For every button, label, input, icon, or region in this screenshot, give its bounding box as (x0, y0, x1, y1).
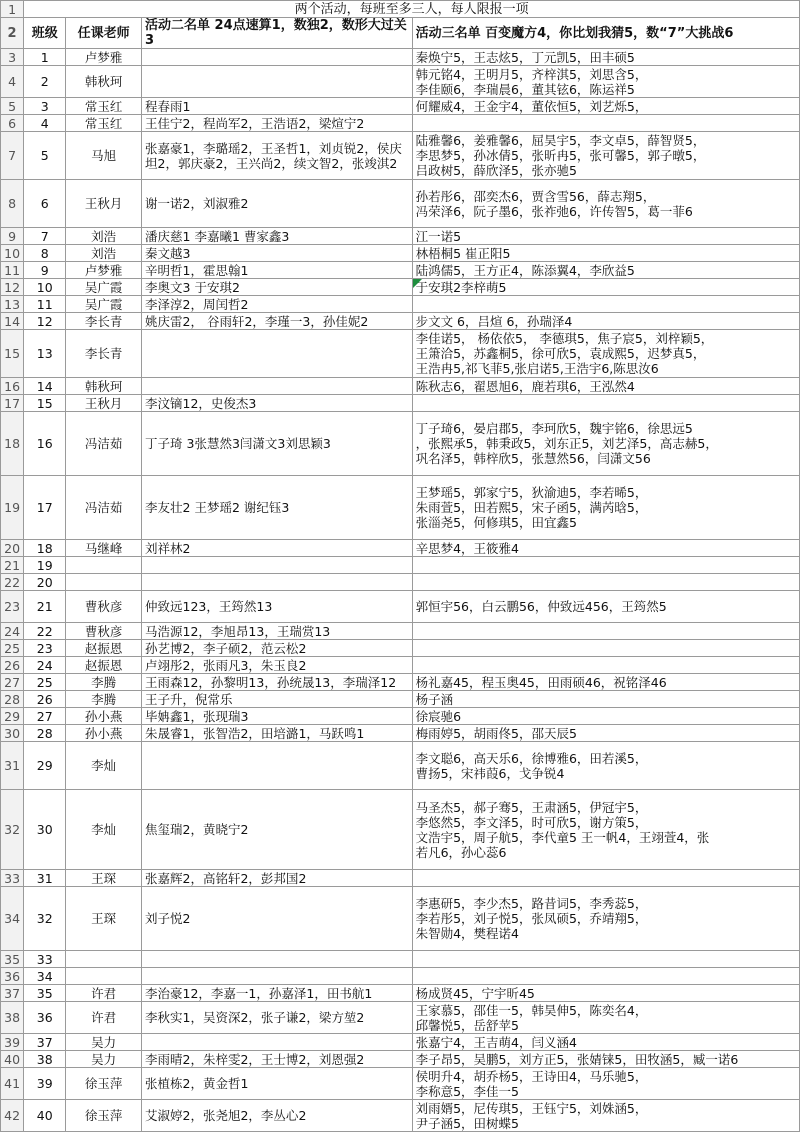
teacher-cell[interactable]: 卢梦雅 (66, 262, 142, 279)
class-cell[interactable]: 27 (24, 708, 66, 725)
row-number[interactable]: 36 (1, 968, 24, 985)
row-number[interactable]: 40 (1, 1051, 24, 1068)
teacher-cell[interactable]: 冯洁茹 (66, 412, 142, 476)
activity3-cell[interactable]: 王家慕5，邵佳一5，韩昊伸5，陈奕名4， 邱馨悦5，岳舒苹5 (412, 1002, 799, 1034)
row-number[interactable]: 38 (1, 1002, 24, 1034)
row-number[interactable]: 11 (1, 262, 24, 279)
row-number[interactable]: 32 (1, 790, 24, 870)
row-number[interactable]: 19 (1, 476, 24, 540)
activity2-cell[interactable] (142, 557, 413, 574)
row-number[interactable]: 30 (1, 725, 24, 742)
row-number[interactable]: 42 (1, 1100, 24, 1132)
row-number[interactable]: 34 (1, 887, 24, 951)
teacher-cell[interactable]: 李腾 (66, 674, 142, 691)
table-row (1, 395, 800, 412)
teacher-cell[interactable]: 赵振恩 (66, 657, 142, 674)
activity2-cell[interactable]: 李友壮2 王梦瑶2 谢纪钰3 (142, 476, 413, 540)
teacher-cell[interactable]: 马继峰 (66, 540, 142, 557)
teacher-cell[interactable] (66, 574, 142, 591)
activity2-cell[interactable] (142, 968, 413, 985)
class-cell[interactable]: 10 (24, 279, 66, 296)
class-cell[interactable]: 9 (24, 262, 66, 279)
table-row (1, 1051, 800, 1068)
teacher-cell[interactable]: 常玉红 (66, 115, 142, 132)
table-row (1, 657, 800, 674)
teacher-cell[interactable]: 韩秋珂 (66, 378, 142, 395)
activity3-cell[interactable] (412, 574, 799, 591)
table-row (1, 951, 800, 968)
teacher-cell[interactable]: 王琛 (66, 887, 142, 951)
teacher-cell[interactable] (66, 968, 142, 985)
teacher-cell[interactable]: 吴广霞 (66, 279, 142, 296)
class-cell[interactable]: 22 (24, 623, 66, 640)
class-cell[interactable]: 30 (24, 790, 66, 870)
class-cell[interactable]: 4 (24, 115, 66, 132)
class-cell[interactable]: 34 (24, 968, 66, 985)
table-row (1, 115, 800, 132)
class-cell[interactable]: 28 (24, 725, 66, 742)
row-number[interactable]: 35 (1, 951, 24, 968)
activity3-cell[interactable]: 李惠研5，李少杰5，路昔词5，李秀蕊5， 李若彤5，刘子悦5，张凤硕5，乔靖翔5， 朱智勋4，樊程诺4 (412, 887, 799, 951)
activity2-cell[interactable] (142, 574, 413, 591)
activity2-cell[interactable] (142, 951, 413, 968)
row-number[interactable]: 5 (1, 98, 24, 115)
activity2-cell[interactable]: 李秋实1，吴资深2，张子谦2，梁方堃2 (142, 1002, 413, 1034)
activity2-cell[interactable]: 仲致远123，王筠然13 (142, 591, 413, 623)
row-number[interactable]: 12 (1, 279, 24, 296)
title-row (1, 1, 800, 18)
activity3-cell[interactable]: 李文聪6，高天乐6，徐博雅6，田若溪5， 曹扬5，宋祎葭6，戈争锐4 (412, 742, 799, 790)
teacher-cell[interactable]: 冯洁茹 (66, 476, 142, 540)
class-cell[interactable]: 15 (24, 395, 66, 412)
row-number[interactable]: 8 (1, 180, 24, 228)
activity2-cell[interactable]: 谢一诺2，刘淑雅2 (142, 180, 413, 228)
row-number[interactable]: 37 (1, 985, 24, 1002)
table-row (1, 1100, 800, 1132)
activity3-cell[interactable]: 梅雨婷5，胡雨佟5，邵天辰5 (412, 725, 799, 742)
class-cell[interactable]: 7 (24, 228, 66, 245)
table-row (1, 968, 800, 985)
table-row (1, 1068, 800, 1100)
activity3-cell[interactable] (412, 870, 799, 887)
activity2-cell[interactable] (142, 330, 413, 378)
activity2-cell[interactable] (142, 49, 413, 66)
teacher-cell[interactable]: 许君 (66, 985, 142, 1002)
class-cell[interactable]: 12 (24, 313, 66, 330)
class-cell[interactable]: 13 (24, 330, 66, 378)
teacher-cell[interactable]: 李灿 (66, 790, 142, 870)
row-number[interactable]: 22 (1, 574, 24, 591)
table-row (1, 66, 800, 98)
row-number[interactable]: 23 (1, 591, 24, 623)
activity3-cell[interactable] (412, 557, 799, 574)
teacher-cell[interactable]: 吴力 (66, 1034, 142, 1051)
activity2-cell[interactable]: 李奥文3 于安琪2 (142, 279, 413, 296)
activity3-cell[interactable]: 李佳诺5， 杨依依5， 李德琪5，焦子宸5，刘梓颖5， 王箫洽5，苏鑫桐5，徐可欣5，袁成熙5，迟梦真5， 王浩冉5,祁飞菲5,张启诺5,王浩宇6,陈思汝6 (412, 330, 799, 378)
class-cell[interactable]: 11 (24, 296, 66, 313)
class-cell[interactable]: 14 (24, 378, 66, 395)
class-cell[interactable]: 3 (24, 98, 66, 115)
teacher-cell[interactable]: 王秋月 (66, 180, 142, 228)
row-number[interactable]: 21 (1, 557, 24, 574)
teacher-cell[interactable]: 曹秋彦 (66, 623, 142, 640)
class-cell[interactable]: 24 (24, 657, 66, 674)
table-row (1, 1002, 800, 1034)
row-number[interactable]: 7 (1, 132, 24, 180)
class-cell[interactable]: 39 (24, 1068, 66, 1100)
activity2-cell[interactable]: 朱晟睿1，张智浩2，田培潞1，马跃鸣1 (142, 725, 413, 742)
sheet-title[interactable]: 两个活动，每班至多三人，每人限报一项 (24, 1, 800, 18)
header-activity2[interactable]: 活动二名单 24点速算1，数独2，数形大过关3 (142, 18, 413, 49)
activity2-cell[interactable]: 李治豪12，李嘉一1，孙嘉泽1，田书航1 (142, 985, 413, 1002)
table-row (1, 985, 800, 1002)
activity2-cell[interactable]: 姚庆雷2， 谷雨轩2，李瑾一3，孙佳妮2 (142, 313, 413, 330)
row-number[interactable]: 15 (1, 330, 24, 378)
class-cell[interactable]: 36 (24, 1002, 66, 1034)
class-cell[interactable]: 1 (24, 49, 66, 66)
class-cell[interactable]: 29 (24, 742, 66, 790)
table-row (1, 262, 800, 279)
activity3-cell[interactable] (412, 395, 799, 412)
activity3-cell[interactable] (412, 640, 799, 657)
teacher-cell[interactable]: 刘浩 (66, 228, 142, 245)
table-row (1, 887, 800, 951)
table-row (1, 540, 800, 557)
activity3-cell[interactable]: 孙若彤6，邵奕杰6，贾含雪56，薛志翔5， 冯荣泽6，阮子墨6，张祚弛6，许传智5，葛一菲6 (412, 180, 799, 228)
activity2-cell[interactable]: 马浩源12，李旭昂13，王瑞赏13 (142, 623, 413, 640)
table-row (1, 691, 800, 708)
table-row (1, 279, 800, 296)
header-row (1, 18, 800, 49)
row-number[interactable]: 2 (1, 18, 24, 49)
activity3-cell[interactable]: 徐宸驰6 (412, 708, 799, 725)
teacher-cell[interactable] (66, 951, 142, 968)
table-row (1, 574, 800, 591)
row-number[interactable]: 18 (1, 412, 24, 476)
teacher-cell[interactable]: 常玉红 (66, 98, 142, 115)
row-number[interactable]: 9 (1, 228, 24, 245)
teacher-cell[interactable]: 刘浩 (66, 245, 142, 262)
teacher-cell[interactable]: 徐玉萍 (66, 1068, 142, 1100)
activity3-cell[interactable] (412, 657, 799, 674)
table-row (1, 296, 800, 313)
teacher-cell[interactable]: 韩秋珂 (66, 66, 142, 98)
table-row (1, 640, 800, 657)
class-cell[interactable]: 40 (24, 1100, 66, 1132)
activity3-cell[interactable]: 步文文 6，吕煊 6，孙瑞泽4 (412, 313, 799, 330)
activity3-cell[interactable]: 王梦瑶5，郭家宁5，狄渝迪5，李若晞5， 朱雨萱5，田若熙5，宋子函5，满芮晗5， 张淄尧5，何修琪5，田宜鑫5 (412, 476, 799, 540)
row-number[interactable]: 39 (1, 1034, 24, 1051)
activity3-cell[interactable]: 江一诺5 (412, 228, 799, 245)
teacher-cell[interactable]: 李灿 (66, 742, 142, 790)
class-cell[interactable]: 35 (24, 985, 66, 1002)
activity3-cell[interactable]: 侯明升4，胡乔杨5，王诗田4，马乐驰5， 李称意5，李佳一5 (412, 1068, 799, 1100)
activity2-cell[interactable] (142, 1034, 413, 1051)
class-cell[interactable]: 19 (24, 557, 66, 574)
activity3-cell[interactable]: 杨成贤45，宁宇昕45 (412, 985, 799, 1002)
row-number[interactable]: 6 (1, 115, 24, 132)
activity3-cell[interactable] (412, 115, 799, 132)
row-number[interactable]: 29 (1, 708, 24, 725)
activity3-cell[interactable]: 陈秋志6，翟恩旭6，鹿若琪6，王泓然4 (412, 378, 799, 395)
activity2-cell[interactable]: 王雨森12，孙黎明13，孙统晟13，李瑞泽12 (142, 674, 413, 691)
activity2-cell[interactable]: 程春雨1 (142, 98, 413, 115)
activity2-cell[interactable]: 艾淑婷2，张尧旭2，李丛心2 (142, 1100, 413, 1132)
activity2-cell[interactable]: 李雨晴2，朱梓雯2，王士博2，刘恩强2 (142, 1051, 413, 1068)
class-cell[interactable]: 33 (24, 951, 66, 968)
table-row (1, 313, 800, 330)
class-cell[interactable]: 38 (24, 1051, 66, 1068)
activity3-cell[interactable]: 韩元铭4，王明月5，齐梓淇5，刘思含5， 李佳颐6，李瑞晨6，董其铉6，陈运祥5 (412, 66, 799, 98)
class-cell[interactable]: 17 (24, 476, 66, 540)
teacher-cell[interactable]: 李腾 (66, 691, 142, 708)
class-cell[interactable]: 32 (24, 887, 66, 951)
table-row (1, 476, 800, 540)
table-row (1, 378, 800, 395)
activity2-cell[interactable] (142, 742, 413, 790)
activity3-cell[interactable]: 郭恒宇56，白云鹏56，仲致远456，王筠然5 (412, 591, 799, 623)
teacher-cell[interactable]: 孙小燕 (66, 725, 142, 742)
activity2-cell[interactable]: 辛明哲1，霍思翰1 (142, 262, 413, 279)
table-row (1, 674, 800, 691)
activity2-cell[interactable]: 张嘉辉2，高铭轩2，彭邦国2 (142, 870, 413, 887)
header-activity3[interactable]: 活动三名单 百变魔方4，你比划我猜5，数“7”大挑战6 (412, 18, 799, 49)
activity2-cell[interactable]: 张嘉豪1，李璐瑶2，王圣哲1，刘贞锐2，侯庆 坦2，郭庆豪2，王兴尚2，续文智2，张竣淇2 (142, 132, 413, 180)
row-number[interactable]: 24 (1, 623, 24, 640)
activity3-cell[interactable]: 李子昂5，吴鹏5，刘方正5，张婧铼5，田牧涵5，臧一诺6 (412, 1051, 799, 1068)
table-row (1, 790, 800, 870)
row-number[interactable]: 28 (1, 691, 24, 708)
table-row (1, 228, 800, 245)
activity2-cell[interactable]: 丁子琦 3张慧然3闫潇文3刘思颖3 (142, 412, 413, 476)
activity3-cell[interactable]: 陆雅馨6，姜雅馨6，屈昊宇5，李文卓5，薛智贤5， 李思梦5，孙冰倩5，张昕冉5，张可馨5，郭子暾5， 吕政树5，薛欣泽5，张亦驰5 (412, 132, 799, 180)
class-cell[interactable]: 31 (24, 870, 66, 887)
activity2-cell[interactable]: 王子升，倪常乐 (142, 691, 413, 708)
activity2-cell[interactable] (142, 378, 413, 395)
header-class[interactable]: 班级 (24, 18, 66, 49)
activity2-cell[interactable]: 孙艺博2，李子硕2，范云松2 (142, 640, 413, 657)
row-number[interactable]: 25 (1, 640, 24, 657)
activity2-cell[interactable]: 刘子悦2 (142, 887, 413, 951)
activity3-cell[interactable]: 秦焕宁5，王志炫5，丁元凯5，田丰硕5 (412, 49, 799, 66)
table-row (1, 623, 800, 640)
activity2-cell[interactable]: 张植栋2，黄金哲1 (142, 1068, 413, 1100)
activity2-cell[interactable]: 毕姌鑫1，张现瑞3 (142, 708, 413, 725)
row-number[interactable]: 41 (1, 1068, 24, 1100)
table-row (1, 1034, 800, 1051)
row-number[interactable]: 13 (1, 296, 24, 313)
class-cell[interactable]: 20 (24, 574, 66, 591)
row-number[interactable]: 14 (1, 313, 24, 330)
activity3-cell[interactable]: 刘雨婿5，尼传琪5，王钰宁5，刘姝涵5， 尹子涵5，田树蝶5 (412, 1100, 799, 1132)
activity3-cell[interactable] (412, 296, 799, 313)
teacher-cell[interactable]: 马旭 (66, 132, 142, 180)
teacher-cell[interactable]: 孙小燕 (66, 708, 142, 725)
teacher-cell[interactable]: 王琛 (66, 870, 142, 887)
row-number[interactable]: 4 (1, 66, 24, 98)
activity2-cell[interactable]: 李汶镝12，史俊杰3 (142, 395, 413, 412)
row-number[interactable]: 17 (1, 395, 24, 412)
table-row (1, 330, 800, 378)
table-row (1, 245, 800, 262)
class-cell[interactable]: 16 (24, 412, 66, 476)
class-cell[interactable]: 8 (24, 245, 66, 262)
row-number[interactable]: 10 (1, 245, 24, 262)
teacher-cell[interactable]: 徐玉萍 (66, 1100, 142, 1132)
table-row (1, 870, 800, 887)
activity2-cell[interactable]: 焦玺瑞2，黄晓宁2 (142, 790, 413, 870)
teacher-cell[interactable]: 吴广霞 (66, 296, 142, 313)
activity3-cell[interactable]: 陆鸿儒5，王方正4，陈添翼4，李欣益5 (412, 262, 799, 279)
activity3-cell[interactable]: 于安琪2李梓萌5 (412, 279, 799, 296)
activity2-cell[interactable] (142, 66, 413, 98)
teacher-cell[interactable]: 吴力 (66, 1051, 142, 1068)
table-row (1, 180, 800, 228)
class-cell[interactable]: 21 (24, 591, 66, 623)
table-row (1, 132, 800, 180)
activity2-cell[interactable]: 卢翊彤2，张雨凡3，朱玉良2 (142, 657, 413, 674)
activity3-cell[interactable] (412, 623, 799, 640)
activity3-cell[interactable]: 马圣杰5，郝子骞5，王肃涵5，伊冠宇5， 李悠然5，李文泽5，时可欣5，谢方策5， 文浩宇5，周子航5，李代童5 王一帆4，王翊萱4，张 若凡6，孙心蕊6 (412, 790, 799, 870)
class-cell[interactable]: 6 (24, 180, 66, 228)
table-row (1, 557, 800, 574)
teacher-cell[interactable]: 卢梦雅 (66, 49, 142, 66)
table-row (1, 98, 800, 115)
activity2-cell[interactable]: 潘庆慈1 李嘉曦1 曹家鑫3 (142, 228, 413, 245)
activity3-cell[interactable]: 何耀威4，王金宇4，董依恒5，刘艺烁5， (412, 98, 799, 115)
activity3-cell[interactable]: 林梧桐5 崔正阳5 (412, 245, 799, 262)
row-number[interactable]: 1 (1, 1, 24, 18)
activity3-cell[interactable]: 丁子琦6，晏启郡5，李珂欣5，魏宇铭6，徐思远5 ，张熙承5，韩秉政5，刘东正5，刘艺泽5，高志赫5， 巩名泽5，韩梓欣5，张慧然56，闫潇文56 (412, 412, 799, 476)
activity2-cell[interactable]: 王佳宁2，程尚军2，王浩语2，梁煊宁2 (142, 115, 413, 132)
row-number[interactable]: 26 (1, 657, 24, 674)
activity2-cell[interactable]: 李泽淳2，周闰哲2 (142, 296, 413, 313)
table-row (1, 742, 800, 790)
row-number[interactable]: 27 (1, 674, 24, 691)
teacher-cell[interactable]: 李长青 (66, 330, 142, 378)
table-row (1, 725, 800, 742)
activity2-cell[interactable]: 刘祥林2 (142, 540, 413, 557)
activity3-cell[interactable]: 张嘉宁4，王吉萌4，闫义涵4 (412, 1034, 799, 1051)
teacher-cell[interactable] (66, 557, 142, 574)
row-number[interactable]: 3 (1, 49, 24, 66)
teacher-cell[interactable]: 王秋月 (66, 395, 142, 412)
row-number[interactable]: 16 (1, 378, 24, 395)
activity3-cell[interactable]: 杨礼嘉45，程玉奥45，田雨硕46，祝铭泽46 (412, 674, 799, 691)
activity3-cell[interactable]: 杨子涵 (412, 691, 799, 708)
class-cell[interactable]: 18 (24, 540, 66, 557)
class-cell[interactable]: 5 (24, 132, 66, 180)
activity2-cell[interactable]: 秦文越3 (142, 245, 413, 262)
teacher-cell[interactable]: 许君 (66, 1002, 142, 1034)
table-row (1, 708, 800, 725)
row-number[interactable]: 31 (1, 742, 24, 790)
class-cell[interactable]: 37 (24, 1034, 66, 1051)
teacher-cell[interactable]: 曹秋彦 (66, 591, 142, 623)
activity3-cell[interactable]: 辛思梦4，王筱雅4 (412, 540, 799, 557)
row-number[interactable]: 33 (1, 870, 24, 887)
class-cell[interactable]: 23 (24, 640, 66, 657)
activity3-cell[interactable] (412, 968, 799, 985)
class-cell[interactable]: 2 (24, 66, 66, 98)
class-cell[interactable]: 26 (24, 691, 66, 708)
class-cell[interactable]: 25 (24, 674, 66, 691)
row-number[interactable]: 20 (1, 540, 24, 557)
table-row (1, 412, 800, 476)
teacher-cell[interactable]: 李长青 (66, 313, 142, 330)
teacher-cell[interactable]: 赵振恩 (66, 640, 142, 657)
activity3-cell[interactable] (412, 951, 799, 968)
header-teacher[interactable]: 任课老师 (66, 18, 142, 49)
table-row (1, 591, 800, 623)
table-row (1, 49, 800, 66)
